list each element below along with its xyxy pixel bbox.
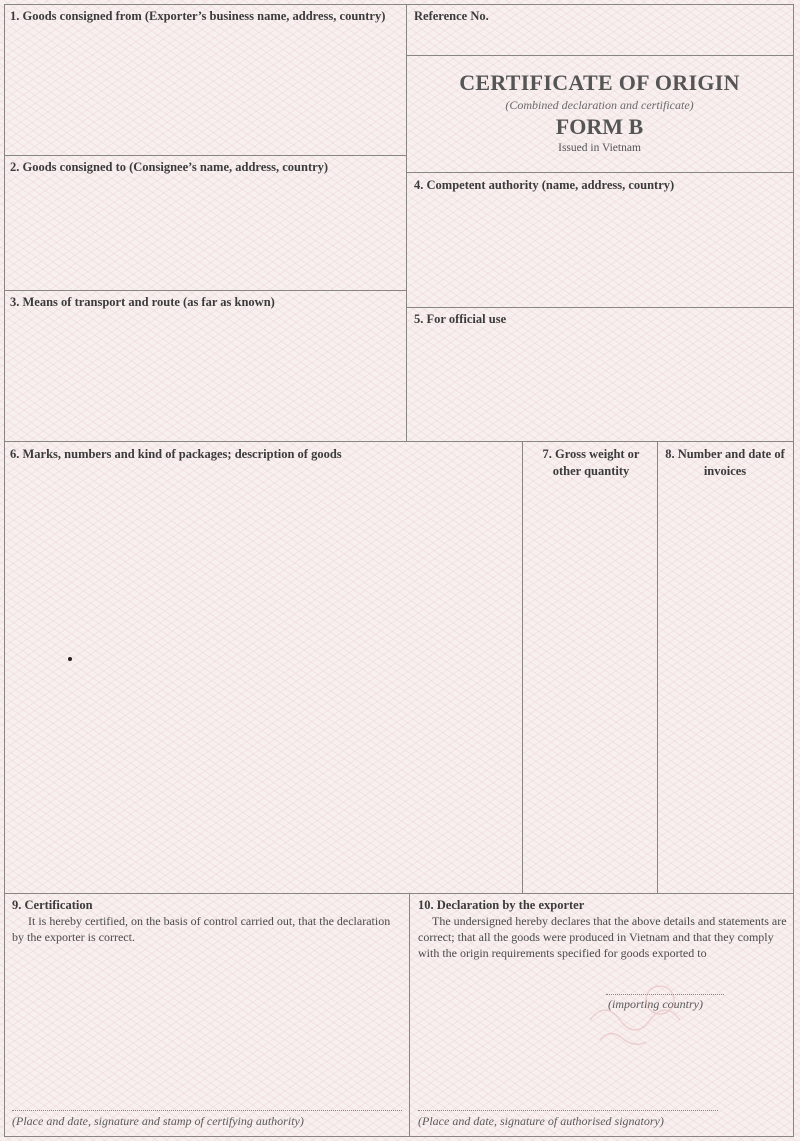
importing-country-caption: (importing country) <box>608 997 703 1011</box>
box9-text: It is hereby certified, on the basis of control carried out, that the declaration by the exporter is correct. <box>12 914 391 944</box>
divider-title-box4 <box>406 172 794 173</box>
box5-field[interactable] <box>407 330 792 440</box>
box6-label: 6. Marks, numbers and kind of packages; description of goods <box>10 447 342 461</box>
divider-box2-box3 <box>4 290 406 291</box>
box2-field[interactable] <box>5 178 405 289</box>
issued-in: Issued in Vietnam <box>558 142 641 154</box>
divider-box1-box2 <box>4 155 406 156</box>
box1-field[interactable] <box>5 44 405 154</box>
title-block <box>406 56 793 154</box>
certificate-title: CERTIFICATE OF ORIGIN <box>459 70 740 95</box>
border-right <box>793 4 794 1137</box>
divider-middle-lower <box>4 893 794 894</box>
box8-label: 8. Number and date of invoices <box>665 447 785 478</box>
box7-label: 7. Gross weight or other quantity <box>542 447 640 478</box>
stray-mark <box>68 657 72 661</box>
box10-footer: (Place and date, signature of authorised signatory) <box>418 1114 664 1128</box>
box9-label: 9. Certification <box>12 898 93 912</box>
box2-label: 2. Goods consigned to (Consignee’s name, address, country) <box>10 160 329 174</box>
box3-label: 3. Means of transport and route (as far as known) <box>10 295 275 309</box>
divider-box4-box5 <box>406 307 794 308</box>
box9-signature-line <box>12 1110 402 1111</box>
box10-text: The undersigned hereby declares that the above details and statements are correct; that all the goods were produced in Vietnam and that they comply with the origin requirements specified for goods exported to <box>418 914 787 960</box>
box9-field[interactable] <box>5 950 408 1100</box>
box5-label: 5. For official use <box>414 312 507 326</box>
box10-field[interactable] <box>410 1015 792 1105</box>
box6-field[interactable] <box>5 466 521 892</box>
box10-signature-line <box>418 1110 718 1111</box>
box4-label: 4. Competent authority (name, address, country) <box>414 178 675 192</box>
box7-field[interactable] <box>523 484 656 892</box>
box3-field[interactable] <box>5 313 405 440</box>
box8-field[interactable] <box>658 484 792 892</box>
form-name: FORM B <box>555 114 644 139</box>
box9-footer: (Place and date, signature and stamp of certifying authority) <box>12 1114 304 1128</box>
box1-label: 1. Goods consigned from (Exporter’s business name, address, country) <box>10 9 386 23</box>
divider-upper-middle <box>4 441 794 442</box>
certificate-subtitle: (Combined declaration and certificate) <box>505 98 694 112</box>
reference-label: Reference No. <box>414 9 489 23</box>
reference-field[interactable] <box>500 5 792 54</box>
box10-label: 10. Declaration by the exporter <box>418 898 585 912</box>
border-bottom <box>4 1136 794 1137</box>
box4-field[interactable] <box>407 196 792 306</box>
